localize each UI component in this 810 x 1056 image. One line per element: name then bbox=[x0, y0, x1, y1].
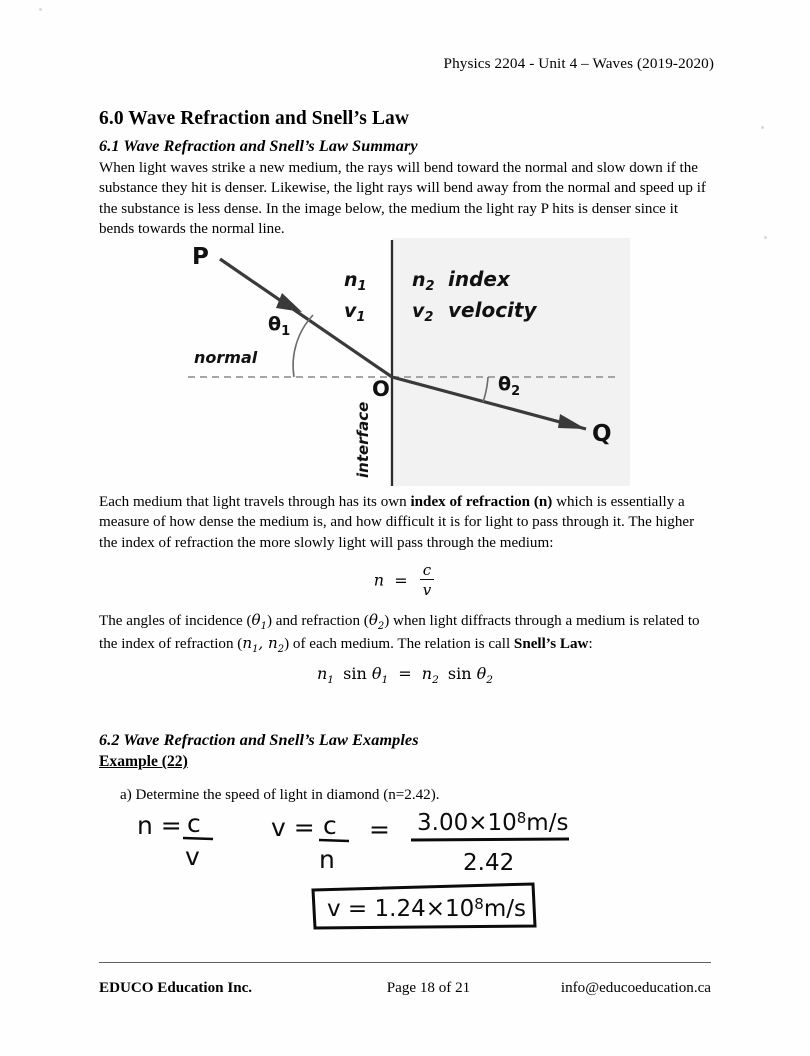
snell-eq-theta1: $\theta_1$ bbox=[371, 664, 389, 687]
eq-fraction-c-over-v bbox=[420, 561, 434, 599]
index-of-refraction-block bbox=[99, 492, 711, 553]
example-title: Example (22) bbox=[99, 753, 188, 770]
footer-divider bbox=[99, 962, 711, 963]
theta1-arc bbox=[293, 315, 313, 377]
handwritten-line-1 bbox=[99, 806, 711, 878]
document-body bbox=[99, 108, 711, 239]
snell-text-4: ) of each medium. The relation is call bbox=[284, 636, 514, 653]
scan-artifact bbox=[39, 8, 42, 11]
footer-company: EDUCO Education Inc. bbox=[99, 980, 253, 996]
example-item-a: a) Determine the speed of light in diamond (n=2.42). bbox=[120, 787, 440, 803]
diagram-label-theta1: $\theta_1$ bbox=[268, 313, 291, 339]
denser-medium-shading bbox=[392, 238, 630, 486]
snell-eq-sin-2: sin bbox=[447, 664, 472, 683]
hw-v-denominator: n bbox=[319, 845, 335, 874]
scan-artifact bbox=[761, 126, 764, 129]
snell-eq-theta2: $\theta_2$ bbox=[476, 664, 494, 687]
footer-page-number: Page 18 of 21 bbox=[386, 980, 471, 996]
snells-law-paragraph bbox=[99, 610, 711, 657]
refraction-diagram bbox=[180, 238, 630, 490]
intro-paragraph: When light waves strike a new medium, the rays will bend toward the normal and slow down if the substance they hit is denser. Likewise, the light rays will bend away from the normal and speed up if the substance is less dense. In the image below, the medium the light ray P hits is denser since it bends towards the normal line. bbox=[99, 160, 706, 237]
hw-answer-text: $v = 1.24\times 10^8m/s$ bbox=[327, 895, 526, 922]
subsection-heading-6-1: 6.1 Wave Refraction and Snell’s Law Summary bbox=[99, 137, 418, 155]
para-text-after: which is essentially a measure of how dense the medium is, and how difficult it is for light to pass through it. The higher the index of refraction the more slowly light will pass through the medium: bbox=[99, 494, 695, 551]
hw-result-numerator: $3.00\times 10^8m/s$ bbox=[417, 809, 569, 836]
subsection-heading-6-2: 6.2 Wave Refraction and Snell’s Law Examples bbox=[99, 731, 419, 749]
index-of-refraction-paragraph bbox=[99, 492, 711, 553]
snell-comma: , bbox=[258, 634, 269, 653]
diagram-label-n1: $n_1$ bbox=[344, 269, 367, 294]
examples-block bbox=[99, 731, 711, 805]
eq-denominator: v bbox=[420, 579, 434, 599]
section-heading-6-0: 6.0 Wave Refraction and Snell’s Law bbox=[99, 108, 410, 129]
diagram-label-theta2: $\theta_2$ bbox=[498, 373, 521, 399]
hw-n-denominator: v bbox=[185, 842, 200, 871]
hw-n-equals: n = bbox=[137, 811, 182, 840]
snell-theta1: $\theta_1$ bbox=[251, 611, 267, 633]
eq-equals: = bbox=[394, 570, 408, 590]
snell-eq-n1: $n_1$ bbox=[316, 664, 335, 687]
snell-theta2: $\theta_2$ bbox=[368, 611, 385, 633]
diagram-label-velocity: velocity bbox=[448, 298, 537, 322]
diagram-label-Q: Q bbox=[592, 421, 612, 447]
snell-text-3: ) when light diffracts through a medium is related to the index of refraction ( bbox=[99, 613, 700, 653]
hw-v-numerator: c bbox=[323, 811, 337, 840]
snell-eq-sin-1: sin bbox=[343, 664, 367, 683]
eq-numerator: c bbox=[422, 561, 432, 579]
equation-snells-law bbox=[99, 664, 711, 686]
snell-text-end: : bbox=[588, 636, 593, 653]
diagram-label-v1: $v_1$ bbox=[344, 300, 366, 325]
incident-ray-arrowhead bbox=[276, 293, 302, 312]
hw-result-fraction-bar bbox=[411, 839, 569, 840]
para-text-before: Each medium that light travels through has its own bbox=[99, 494, 411, 510]
diagram-label-normal: normal bbox=[194, 348, 258, 367]
diagram-label-interface: interface bbox=[354, 401, 372, 478]
snell-n1: $n_1$ bbox=[242, 634, 259, 656]
running-head: Physics 2204 - Unit 4 – Waves (2019-2020) bbox=[443, 55, 714, 72]
hw-v-equals: v = bbox=[271, 813, 315, 842]
snell-text-2: ) and refraction ( bbox=[266, 613, 369, 629]
handwritten-answer-box bbox=[309, 880, 539, 932]
diagram-label-v2: $v_2$ bbox=[412, 300, 434, 325]
hw-n-fraction-bar bbox=[183, 838, 213, 839]
eq-n-symbol: n bbox=[373, 570, 385, 590]
page-footer bbox=[99, 980, 711, 997]
snell-n2: $n_2$ bbox=[268, 634, 285, 656]
scan-artifact bbox=[764, 236, 767, 239]
diagram-label-n2: $n_2$ bbox=[412, 269, 435, 294]
diagram-label-O: O bbox=[372, 377, 390, 401]
handwritten-solution bbox=[99, 806, 711, 936]
hw-n-numerator: c bbox=[187, 809, 201, 838]
equation-index-of-refraction bbox=[99, 562, 711, 600]
snell-text-bold: Snell’s Law bbox=[513, 636, 589, 653]
para-text-bold: index of refraction (n) bbox=[410, 494, 553, 510]
hw-second-equals: = bbox=[369, 815, 390, 844]
snell-eq-n2: $n_2$ bbox=[421, 664, 439, 687]
hw-v-fraction-bar bbox=[319, 840, 349, 841]
diagram-label-index: index bbox=[448, 267, 510, 291]
snell-eq-equals: = bbox=[398, 664, 412, 683]
snell-text-1: The angles of incidence ( bbox=[99, 613, 252, 629]
footer-email: info@educoeducation.ca bbox=[560, 980, 711, 996]
diagram-label-P: P bbox=[192, 244, 209, 270]
snells-law-block bbox=[99, 610, 711, 657]
refraction-diagram-svg bbox=[180, 238, 630, 490]
hw-result-denominator: 2.42 bbox=[463, 850, 515, 876]
